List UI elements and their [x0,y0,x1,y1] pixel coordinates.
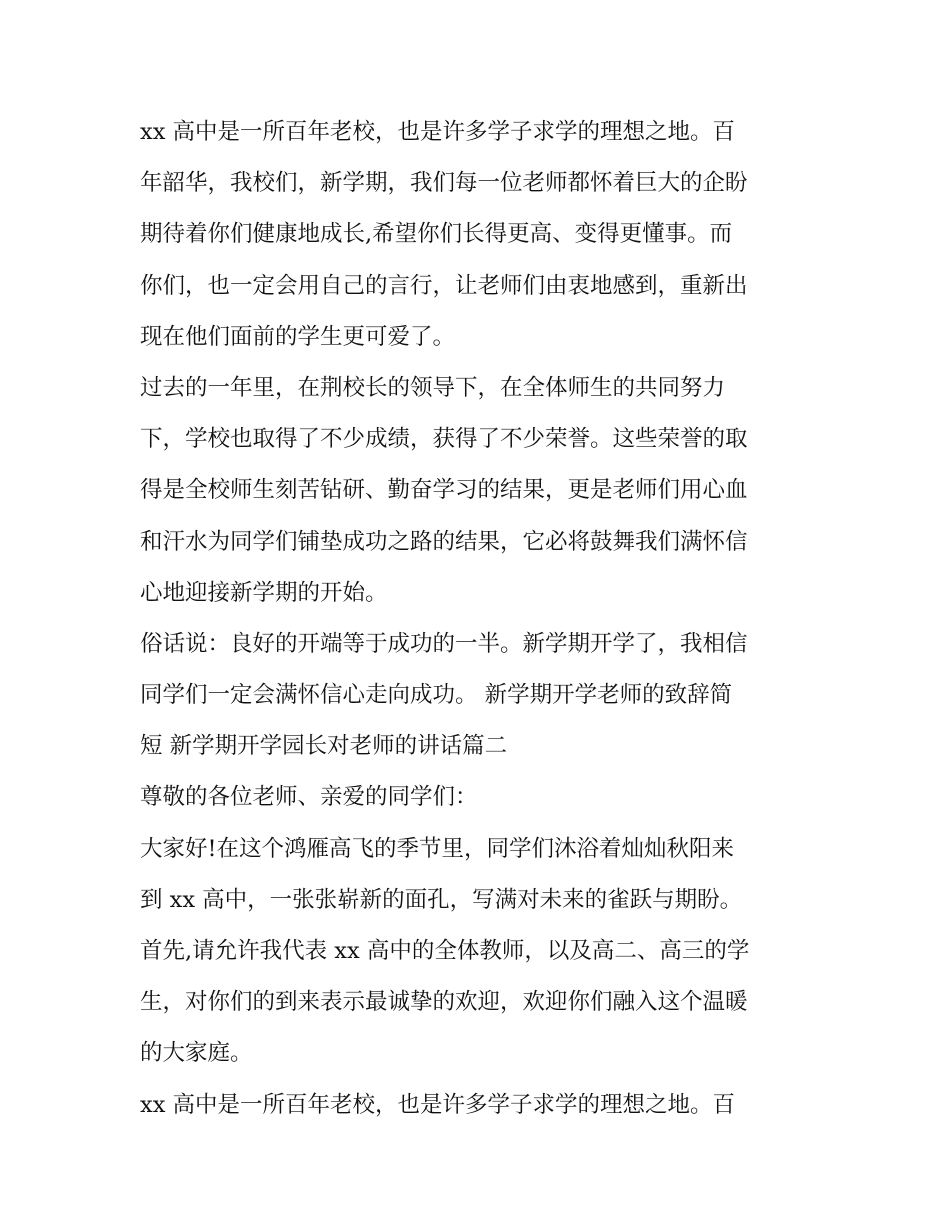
text-line: 期待着你们健康地成长,希望你们长得更高、变得更懂事。而 [140,221,733,248]
text-line: 俗话说：良好的开端等于成功的一半。新学期开学了，我相信 [140,630,748,657]
text-line: 下，学校也取得了不少成绩，获得了不少荣誉。这些荣誉的取 [140,426,748,453]
text-line: 到 xx 高中，一张张崭新的面孔，写满对未来的雀跃与期盼。 [140,886,743,913]
text-line: 大家好!在这个鸿雁高飞的季节里，同学们沐浴着灿灿秋阳来 [140,835,735,862]
text-line: 的大家庭。 [140,1040,253,1067]
text-line: 你们，也一定会用自己的言行，让老师们由衷地感到，重新出 [140,272,748,299]
text-line: 和汗水为同学们铺垫成功之路的结果，它必将鼓舞我们满怀信 [140,528,748,555]
text-line: 生，对你们的到来表示最诚挚的欢迎，欢迎你们融入这个温暖 [140,989,748,1016]
text-line: 同学们一定会满怀信心走向成功。 新学期开学老师的致辞简 [140,682,733,709]
text-line: 得是全校师生刻苦钻研、勤奋学习的结果，更是老师们用心血 [140,477,748,504]
document-body [140,107,820,1131]
text-line: xx 高中是一所百年老校，也是许多学子求学的理想之地。百 [140,1091,736,1118]
text-line: 尊敬的各位老师、亲爱的同学们： [140,784,478,811]
text-line: 现在他们面前的学生更可爱了。 [140,323,456,350]
text-line: 过去的一年里，在荆校长的领导下，在全体师生的共同努力 [140,374,726,401]
text-line: 年韶华，我校们，新学期，我们每一位老师都怀着巨大的企盼 [140,170,748,197]
text-line: 心地迎接新学期的开始。 [140,579,388,606]
text-line: xx 高中是一所百年老校，也是许多学子求学的理想之地。百 [140,119,736,145]
text-line: 首先,请允许我代表 xx 高中的全体教师，以及高二、高三的学 [140,938,750,964]
text-line: 短 新学期开学园长对老师的讲话篇二 [140,733,508,760]
